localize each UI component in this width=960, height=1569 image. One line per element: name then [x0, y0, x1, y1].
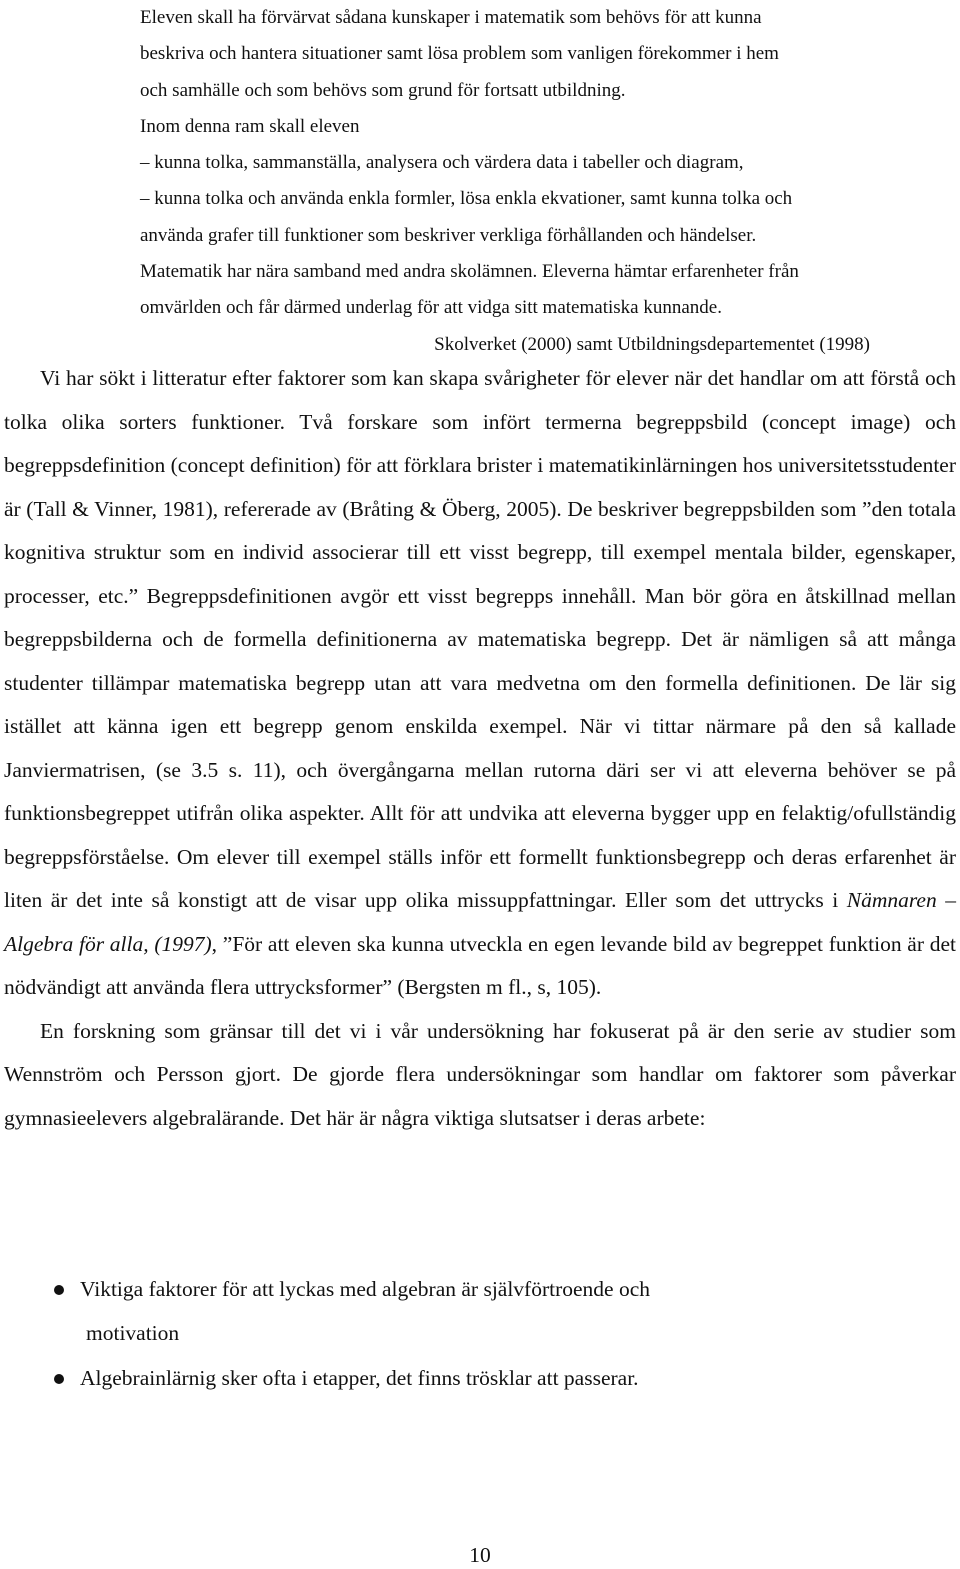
list-item: [52, 1268, 912, 1355]
paragraph-1: [4, 357, 956, 1010]
quote-line: Matematik har nära samband med andra skolämnen. Eleverna hämtar erfarenheter från: [140, 261, 799, 283]
quote-line: Eleven skall ha förvärvat sådana kunskaper i matematik som behövs för att kunna: [140, 7, 762, 28]
page-number: 10: [469, 1543, 491, 1567]
quote-line: omvärlden och får därmed underlag för att vidga sitt matematiska kunnande.: [140, 297, 722, 319]
list-item: [52, 1357, 912, 1401]
quote-line: beskriva och hantera situationer samt lösa problem som vanligen förekommer i hem: [140, 43, 779, 65]
list-item-text: Viktiga faktorer för att lyckas med algebran är självförtroende och: [80, 1277, 651, 1301]
quote-line: Inom denna ram skall eleven: [140, 115, 360, 137]
conclusion-list: [52, 1268, 912, 1403]
paragraph-1-citation-title: Nämnaren – Algebra för alla, (1997): [4, 888, 956, 956]
body-text: [4, 357, 956, 1140]
quote-source: Skolverket (2000) samt Utbildningsdepartementet (1998): [434, 333, 870, 355]
list-item-continuation: motivation: [86, 1320, 180, 1345]
quote-line: – kunna tolka, sammanställa, analysera och värdera data i tabeller och diagram,: [140, 152, 744, 174]
list-item-text: Algebrainlärnig sker ofta i etapper, det finns trösklar att passerar.: [80, 1366, 639, 1390]
quote-line: och samhälle och som behövs som grund för fortsatt utbildning.: [140, 79, 626, 101]
bullet-icon: [54, 1374, 64, 1384]
paragraph-2: En forskning som gränsar till det vi i vår undersökning har fokuserat på är den serie av studier som Wennström och Persson gjort. De gjorde flera undersökningar som handlar om faktorer som påverkar gymnasieelevers algebralärande. Det här är några viktiga slutsatser i deras arbete:: [4, 1018, 956, 1130]
bullet-icon: [54, 1285, 64, 1295]
quote-line: använda grafer till funktioner som beskriver verkliga förhållanden och händelser.: [140, 224, 757, 246]
paragraph-1-text: Vi har sökt i litteratur efter faktorer som kan skapa svårigheter för elever när det handlar om att förstå och tolka olika sorters funktioner. Två forskare som infört termerna begreppsbild (concept image) och begreppsdefinition (concept definition) för att förklara brister i matematikinlärningen hos universitetsstudenter är (Tall & Vinner, 1981), refererade av (Bråting & Öberg, 2005). De beskriver begreppsbilden som ”den totala kognitiva struktur som en individ associerar till ett visst begrepp, till exempel mentala bilder, egenskaper, processer, etc.” Begreppsdefinitionen avgör ett visst begrepps innehåll. Man bör göra en åtskillnad mellan begreppsbilderna och de formella definitionerna av matematiska begrepp. Det är nämligen så att många studenter tillämpar matematiska begrepp utan att vara medvetna om den formella definitionen. De lär sig istället att känna igen ett begrepp genom enskilda exempel. När vi tittar närmare på den så kallade Janviermatrisen, (se 3.5 s. 11), och övergångarna mellan rutorna däri ser vi att eleverna behöver se på funktionsbegreppet utifrån olika aspekter. Allt för att undvika att eleverna bygger upp en felaktig/ofullständig begreppsförståelse. Om elever till exempel ställs inför ett formellt funktionsbegrepp och deras erfarenhet är liten är det inte så konstigt att de visar upp olika missuppfattningar. Eller som det uttrycks i: [4, 366, 956, 912]
paragraph-1-end: , ”För att eleven ska kunna utveckla en egen levande bild av begreppet funktion är det nödvändigt att använda flera uttrycksformer” (Bergsten m fl., s, 105).: [4, 931, 956, 999]
curriculum-quote: [140, 0, 870, 363]
quote-line: – kunna tolka och använda enkla formler, lösa enkla ekvationer, samt kunna tolka och: [140, 188, 793, 210]
